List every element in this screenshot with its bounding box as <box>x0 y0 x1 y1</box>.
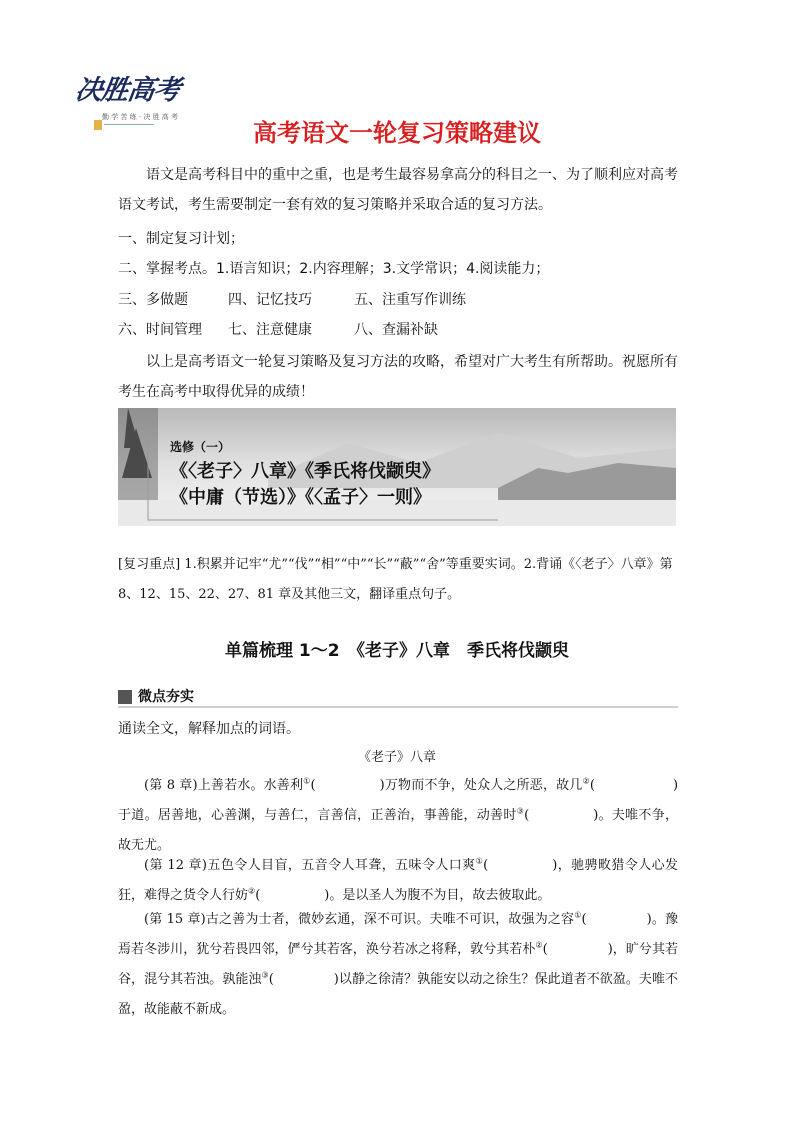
step-4: 四、记忆技巧 <box>228 292 312 308</box>
footnote-mark: ① <box>303 776 311 786</box>
steps-row-3 <box>118 290 466 310</box>
footnote-mark: ① <box>475 856 484 866</box>
logo-text: 决胜高考 <box>73 75 182 106</box>
step-5: 五、注重写作训练 <box>354 292 466 308</box>
step-1: 一、制定复习计划； <box>118 231 244 247</box>
micro-heading-marker-icon <box>118 690 132 704</box>
footnote-mark: ① <box>574 910 582 920</box>
steps-row-4 <box>118 320 438 340</box>
banner-line-1: 《〈老子〉八章》《季氏将伐颛臾》 <box>170 461 440 482</box>
review-text: 1.积累并记牢“尤”“伐”“相”“中”“长”“蔽”“舍”等重要实词。2.背诵《〈老子〉八章》第 8、12、15、22、27、81 章及其他三文，翻译重点句子。 <box>118 557 673 602</box>
banner-line-2: 《中庸（节选）》《〈孟子〉一则》 <box>170 487 431 508</box>
page-title: 高考语文一轮复习策略建议 <box>253 119 541 147</box>
closing-paragraph: 以上是高考语文一轮复习策略及复习方法的攻略，希望对广大考生有所帮助。祝愿所有考生在高考中取得优异的成绩！ <box>118 354 678 400</box>
footnote-mark: ② <box>535 940 543 950</box>
blank-close: ) <box>379 778 385 793</box>
chapter-15-label: (第 15 章) <box>144 912 206 927</box>
step-6: 六、时间管理 <box>118 322 202 338</box>
chapter-title: 《老子》八章 <box>357 750 436 765</box>
chapter-15-passage <box>118 905 678 1025</box>
banner-subtitle: 选修（一） <box>170 440 231 454</box>
chapter-8-passage <box>118 771 678 861</box>
footnote-mark: ② <box>248 886 256 896</box>
logo-subtext: 勤 学 苦 练 · 决 胜 高 考 <box>102 113 179 121</box>
blank-open: ( <box>581 912 587 927</box>
blank-open: ( <box>589 778 595 793</box>
step-7: 七、注意健康 <box>228 322 312 338</box>
chapter-banner <box>118 408 676 526</box>
micro-heading-text: 微点夯实 <box>138 689 194 705</box>
blank-open: ( <box>268 972 274 987</box>
blank-open: ( <box>542 942 548 957</box>
chapter-12-label: (第 12 章) <box>144 858 207 873</box>
instruction: 通读全文，解释加点的词语。 <box>118 721 300 737</box>
blank-close: ) <box>552 858 558 873</box>
chapter-8-text-d: 。夫唯不争，故无尤。 <box>118 808 678 853</box>
chapter-8-text-b: 万物而不争，处众人之所恶，故几 <box>384 778 583 793</box>
intro-paragraph: 语文是高考科目中的重中之重，也是考生最容易拿高分的科目之一、为了顺利应对高考语文考试，考生需要制定一套有效的复习策略并采取合适的复习方法。 <box>118 167 678 213</box>
review-label: [复习重点] <box>118 557 181 572</box>
banner-text <box>170 438 440 511</box>
chapter-12-text-c: 。是以圣人为腹不为目，故去彼取此。 <box>329 888 551 903</box>
blank-open: ( <box>310 778 316 793</box>
blank-close: ) <box>593 808 599 823</box>
blank-open: ( <box>255 888 261 903</box>
blank-close: ) <box>324 888 330 903</box>
chapter-12-text-b: ，驰骋畋猎令人心发狂，难得之货令人行妨 <box>118 858 679 903</box>
step-3: 三、多做题 <box>118 292 188 308</box>
chapter-12-text-a: 五色令人目盲，五音令人耳聋，五味令人口爽 <box>207 858 476 873</box>
blank-open: ( <box>483 858 489 873</box>
blank-close: ) <box>672 778 679 793</box>
chapter-12-passage <box>118 851 678 911</box>
footnote-mark: ③ <box>261 970 269 980</box>
step-2: 二、掌握考点。1.语言知识；2.内容理解；3.文学常识；4.阅读能力； <box>118 261 550 277</box>
chapter-15-text-a: 古之善为士者，微妙玄通，深不可识。夫唯不可识，故强为之容 <box>205 912 575 927</box>
blank-close: ) <box>333 972 339 987</box>
chapter-15-text-c: ，旷兮其若谷，混兮其若浊。孰能浊 <box>118 942 678 987</box>
blank-open: ( <box>524 808 530 823</box>
review-focus <box>118 550 678 610</box>
blank-close: ) <box>607 942 613 957</box>
chapter-8-label: (第 8 章) <box>144 778 198 793</box>
footnote-mark: ② <box>582 776 590 786</box>
chapter-8-text-a: 上善若水。水善利 <box>197 778 304 793</box>
micro-heading <box>118 686 678 708</box>
section-title: 单篇梳理 1～2 《老子》八章 季氏将伐颛臾 <box>224 641 570 661</box>
blank-close: ) <box>646 912 652 927</box>
footnote-mark: ③ <box>516 806 525 816</box>
chapter-15-text-b: 。豫焉若冬涉川，犹兮若畏四邻，俨兮其若客，涣兮若冰之将释，敦兮其若朴 <box>118 912 678 957</box>
chapter-8-text-c: 于道。居善地，心善渊，与善仁，言善信，正善治，事善能，动善时 <box>118 808 517 823</box>
micro-heading-underline <box>118 706 678 708</box>
step-8: 八、查漏补缺 <box>354 322 438 338</box>
chapter-15-text-d: 以静之徐清？孰能安以动之徐生？保此道者不欲盈。夫唯不盈，故能蔽不新成。 <box>118 972 678 1017</box>
